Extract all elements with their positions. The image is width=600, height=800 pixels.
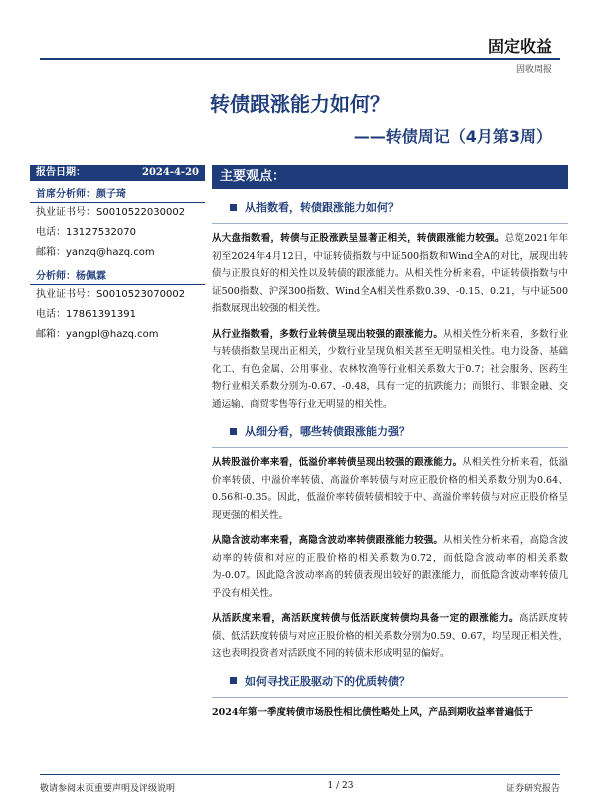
paragraph-1 [212,230,568,318]
report-title: 转债跟涨能力如何？ [210,92,390,116]
paragraph-3 [212,454,568,524]
square-bullet-icon [230,677,237,684]
paragraph-2 [212,326,568,414]
paragraph-4 [212,532,568,602]
section-2-title: 从细分看，哪些转债跟涨能力强？ [245,425,410,438]
section-1-heading [230,199,568,215]
divider [212,697,568,698]
page-footer [40,774,560,794]
header-title: 固定收益 [487,37,552,56]
p6-lead: 2024年第一季度转债市场股性相比债性略处上风，产品到期收益率普遍低于 [212,706,533,718]
divider [212,223,568,224]
section-3-title: 如何寻找正股驱动下的优质转债？ [245,674,410,688]
page-header [0,0,600,80]
report-date: 2024-4-20 [141,167,199,178]
p4-body: 从相关性分析来看，高隐含波动率的转债和对应的正股价格的相关系数为0.72，而低隐含波动率的相关系数为-0.07。因此隐含波动率高的转债表现出较好的跟涨能力，而低隐含波动率转债几乎没有相关性。 [212,535,568,599]
header-subtitle: 固收周报 [515,65,552,75]
divider [212,447,568,448]
key-points-heading: 主要观点： [212,165,568,189]
email-2[interactable]: 邮箱：yangpl@hazq.com [36,329,159,340]
phone-2: 电话：17861391391 [36,309,136,320]
footer-report-type: 证券研究报告 [505,784,560,794]
report-date-label: 报告日期： [36,167,86,178]
paragraph-5 [212,610,568,663]
report-subtitle: ——转债周记（4月第3周） [353,127,552,146]
p4-lead: 从隐含波动率来看，高隐含波动率转债跟涨能力较强。 [212,535,443,546]
license-1: 执业证书号：S0010522030002 [36,207,186,218]
page-number: 1 / 23 [327,781,354,791]
phone-1: 电话：13127532070 [36,227,136,238]
p1-body: 总览2021年年初至2024年4月12日，中证转债指数与中证500指数和Wind全A的对比，展现出转债与正股良好的相关性以及转债的跟涨能力。从相关性分析来看，中证转债指数与中证500指数、沪深300指数、Wind全A相关性系数0.39、-0.15、0.21，与中证500指数展现出较强的相关性。 [212,233,568,314]
chief-analyst: 首席分析师：颜子琦 [30,181,205,203]
p2-body: 从相关性分析来看，多数行业与转债指数呈现出正相关，少数行业呈现负相关甚至无明显相关性。电力设备、基础化工、有色金属、公用事业、农林牧渔等行业相关系数大于0.7；社会服务、医药生物行业相关系数分别为-0.67、-0.48，具有一定的抗跌能力；而银行、非银金融、交通运输、商贸零售等行业无明显的相关性。 [212,328,568,410]
section-3-heading [230,673,568,689]
analyst: 分析师：杨佩霖 [30,263,205,285]
p3-lead: 从转股溢价率来看，低溢价率转债呈现出较强的跟涨能力。 [212,457,463,468]
email-1[interactable]: 邮箱：yanzq@hazq.com [36,247,155,258]
p5-body: 高活跃度转债、低活跃度转债与对应正股价格的相关系数分别为0.59、0.67，均呈现正相关性，这也表明投资者对活跃度不同的转债未形成明显的偏好。 [212,613,568,659]
paragraph-6 [212,704,568,722]
section-1-title: 从指数看，转债跟涨能力如何？ [245,201,399,214]
p3-body: 从相关性分析来看，低溢价率转债、中溢价率转债、高溢价率转债与对应正股价格的相关系数分别为0.64、0.56和-0.35。因此，低溢价率转债转债相较于中、高溢价率转债与对应正股价格呈现更强的相关性。 [212,457,568,521]
main-content [212,165,568,729]
section-2-heading [230,423,568,439]
report-date-bar [30,165,205,181]
p5-lead: 从活跃度来看，高活跃度转债与低活跃度转债均具备一定的跟涨能力。 [212,613,519,624]
square-bullet-icon [230,204,237,211]
analyst-panel [30,165,205,345]
square-bullet-icon [230,428,237,435]
p1-lead: 从大盘指数看，转债与正股涨跌呈显著正相关，转债跟涨能力较强。 [212,233,505,244]
header-rule [40,58,560,60]
license-2: 执业证书号：S0010523070002 [36,289,186,300]
p2-lead: 从行业指数看，多数行业转债呈现出较强的跟涨能力。 [212,328,443,340]
footer-disclaimer: 敬请参阅末页重要声明及评级说明 [40,784,176,794]
